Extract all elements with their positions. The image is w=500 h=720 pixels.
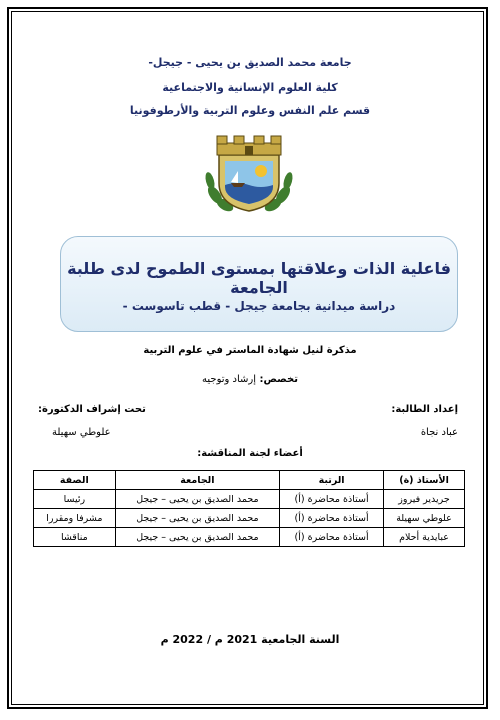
faculty-name: كلية العلوم الإنسانية والاجتماعية <box>162 81 338 94</box>
department-name: قسم علم النفس وعلوم التربية والأرطوفونيا <box>129 104 371 117</box>
committee-title: أعضاء لجنة المناقشة: <box>197 448 303 459</box>
table-cell: مشرفا ومقررا <box>34 509 116 528</box>
column-header: الجامعة <box>115 471 279 490</box>
column-header: الصفة <box>34 471 116 490</box>
specialty-line <box>60 374 440 385</box>
thesis-subtitle: دراسة ميدانية بجامعة جيجل - قطب تاسوست - <box>122 299 396 313</box>
table-header-row <box>34 471 465 490</box>
memo-text: مذكرة لنيل شهادة الماستر في علوم التربية <box>143 345 357 356</box>
table-cell: مناقشا <box>34 528 116 547</box>
table-cell: علوطي سهيلة <box>384 509 465 528</box>
specialty-label: تخصص: <box>259 374 298 385</box>
table-cell: عبايدية أحلام <box>384 528 465 547</box>
table-cell: جريدير فيروز <box>384 490 465 509</box>
student-label: إعداد الطالبة: <box>391 404 458 415</box>
thesis-title-box <box>60 236 458 332</box>
table-cell: أستاذة محاضرة (أ) <box>280 509 384 528</box>
table-cell: محمد الصديق بن يحيى – جيجل <box>115 490 279 509</box>
student-name: عباد نجاة <box>420 427 458 438</box>
table-cell: أستاذة محاضرة (أ) <box>280 490 384 509</box>
table-cell: رئيسا <box>34 490 116 509</box>
table-row <box>34 490 465 509</box>
table-cell: محمد الصديق بن يحيى – جيجل <box>115 509 279 528</box>
supervisor-name: علوطي سهيلة <box>52 427 111 438</box>
supervisor-label: تحت إشراف الدكتورة: <box>38 404 146 415</box>
specialty-value: إرشاد وتوجيه <box>202 374 257 385</box>
column-header: الرتبة <box>280 471 384 490</box>
academic-year: السنة الجامعية 2021 م / 2022 م <box>160 633 340 646</box>
table-row <box>34 509 465 528</box>
thesis-title: فاعلية الذات وعلاقتها بمستوى الطموح لدى طلبة الجامعة <box>67 259 451 297</box>
table-row <box>34 528 465 547</box>
university-name: جامعة محمد الصديق بن يحيى - جيجل- <box>148 56 352 69</box>
table-cell: أستاذة محاضرة (أ) <box>280 528 384 547</box>
committee-table <box>33 470 465 547</box>
university-seal-icon <box>201 133 297 215</box>
table-cell: محمد الصديق بن يحيى – جيجل <box>115 528 279 547</box>
column-header: الأستاذ (ة) <box>384 471 465 490</box>
